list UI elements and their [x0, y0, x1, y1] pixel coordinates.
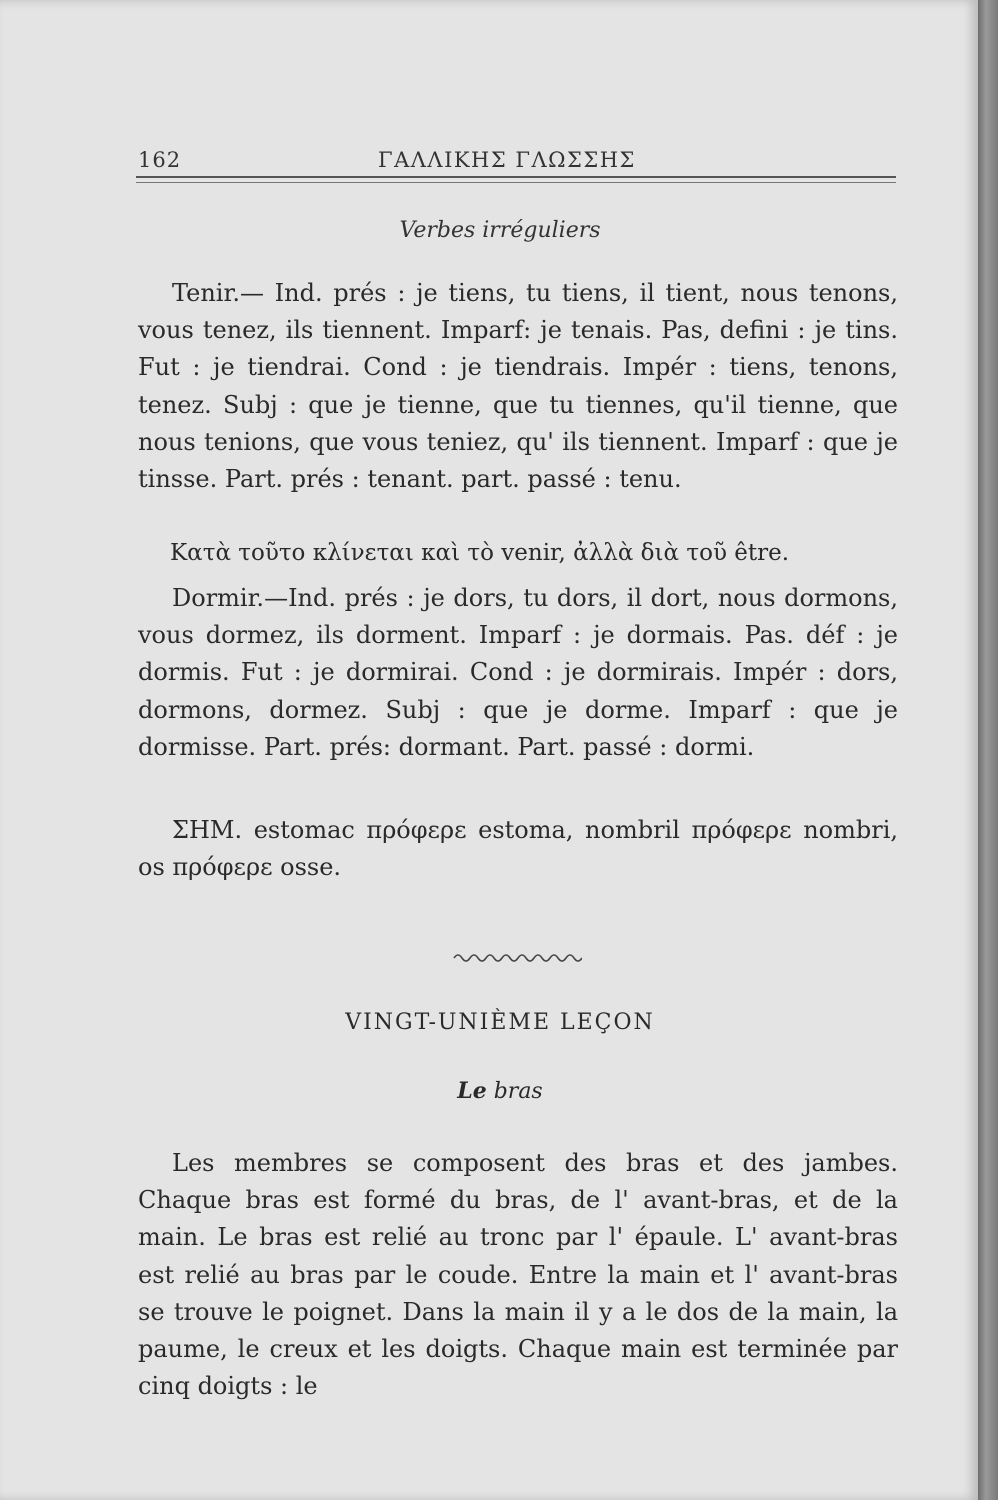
tenir-text: Tenir.— Ind. prés : je tiens, tu tiens, il tient, nous tenons, vous tenez, ils tiennent. Imparf: je tenais. Pas, defini : je tins. Fut : je tiendrai. Cond : je tiendrais. Impér : tiens, tenons, tenez. Subj : que je tienne, que tu tiennes, qu'il tienne, que nous tenions, que vous teniez, qu' ils tiennent. Imparf : que je tinsse. Part. prés : tenant. part. passé : tenu. — [138, 279, 898, 494]
lesson-text: Les membres se composent des bras et des jambes. Chaque bras est formé du bras, de l' avant-bras, et de la main. Le bras est relié au tronc par l' épaule. L' avant-bras est relié au bras par le coude. Entre la main et l' avant-bras se trouve le poignet. Dans la main il y a le dos de la main, la paume, le creux et les doigts. Chaque main est terminée par cinq doigts : le — [138, 1149, 898, 1401]
tenir-paragraph — [138, 275, 898, 498]
lesson-title: VINGT-UNIÈME LEÇON — [345, 1010, 655, 1035]
wavy-divider-ornament — [452, 950, 582, 964]
lesson-subtitle-article: Le — [457, 1078, 487, 1104]
pronunciation-note — [138, 812, 898, 886]
lesson-paragraph — [138, 1145, 898, 1405]
header-rule — [136, 176, 896, 178]
page-edge — [978, 0, 998, 1500]
dormir-paragraph — [138, 580, 898, 766]
lesson-subtitle-word: bras — [493, 1079, 543, 1104]
running-title: ΓΑΛΛΙΚΗΣ ΓΛΩΣΣΗΣ — [378, 148, 636, 172]
section-subtitle: Verbes irréguliers — [399, 218, 601, 243]
lesson-subtitle — [0, 1078, 998, 1104]
header-rule-thin — [136, 182, 896, 183]
pronunciation-note-text: ΣΗΜ. estomac πρόφερε estoma, nombril πρόφερε nombri, os πρόφερε osse. — [138, 816, 898, 882]
page-number: 162 — [138, 148, 182, 172]
tenir-note: Κατὰ τοῦτο κλίνεται καὶ τὸ venir, ἀλλὰ διὰ τοῦ être. — [170, 540, 790, 566]
dormir-text: Dormir.—Ind. prés : je dors, tu dors, il dort, nous dormons, vous dormez, ils dorment. Imparf : je dormais. Pas. déf : je dormis. Fut : je dormirai. Cond : je dormirais. Impér : dors, dormons, dormez. Subj : que je dorme. Imparf : que je dormisse. Part. prés: dormant. Part. passé : dormi. — [138, 584, 898, 761]
